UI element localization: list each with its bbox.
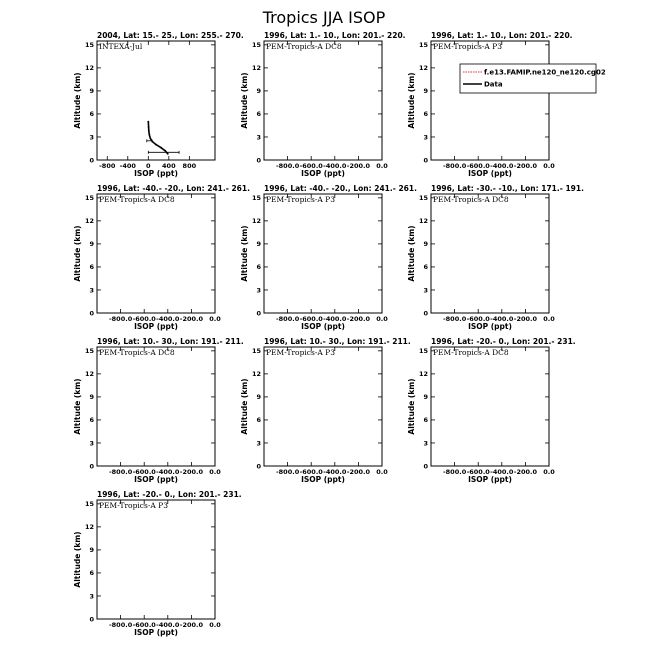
- x-tick-label: -400.0: [323, 162, 347, 170]
- y-tick-label: 0: [256, 156, 261, 165]
- y-tick-label: 0: [89, 156, 94, 165]
- y-tick-label: 12: [418, 217, 428, 226]
- x-tick-label: -600.0: [132, 468, 156, 476]
- y-axis-label: Altitude (km): [73, 225, 82, 282]
- y-axis-label: Altitude (km): [407, 72, 416, 129]
- campaign-label: PEM-Tropics-A DC8: [433, 195, 509, 204]
- y-tick-label: 9: [89, 393, 94, 402]
- x-tick-label: -200.0: [179, 468, 204, 476]
- panel-header: 1996, Lat: 10.- 30., Lon: 191.- 211.: [97, 337, 244, 346]
- panel-header: 1996, Lat: -30.- -10., Lon: 171.- 191.: [431, 184, 584, 193]
- data-point: [147, 121, 149, 123]
- x-tick-label: 0: [146, 162, 151, 170]
- x-tick-label: -800.0: [108, 468, 133, 476]
- y-tick-label: 0: [89, 309, 94, 318]
- y-tick-label: 12: [84, 523, 94, 532]
- x-tick-label: -800.0: [108, 315, 133, 323]
- x-tick-label: 0.0: [209, 315, 221, 323]
- y-tick-label: 3: [89, 592, 94, 601]
- x-axis-label: ISOP (ppt): [301, 322, 345, 331]
- y-tick-label: 9: [256, 240, 261, 249]
- y-tick-label: 6: [256, 416, 261, 425]
- x-tick-label: -200.0: [346, 315, 371, 323]
- x-axis-label: ISOP (ppt): [134, 322, 178, 331]
- y-tick-label: 12: [418, 64, 428, 73]
- y-tick-label: 15: [84, 347, 94, 356]
- y-tick-label: 0: [256, 462, 261, 471]
- y-tick-label: 12: [251, 370, 261, 379]
- y-tick-label: 3: [89, 133, 94, 142]
- y-tick-label: 0: [423, 156, 428, 165]
- panel-header: 1996, Lat: 1.- 10., Lon: 201.- 220.: [264, 31, 406, 40]
- y-tick-label: 6: [423, 263, 428, 272]
- x-tick-label: -600.0: [299, 468, 323, 476]
- x-tick-label: -200.0: [346, 162, 371, 170]
- y-tick-label: 9: [89, 546, 94, 555]
- y-tick-label: 0: [423, 462, 428, 471]
- data-point: [148, 134, 150, 136]
- x-tick-label: -800.0: [442, 315, 467, 323]
- x-tick-label: 0.0: [376, 162, 388, 170]
- y-tick-label: 12: [84, 370, 94, 379]
- x-tick-label: -600.0: [299, 162, 323, 170]
- x-tick-label: -200.0: [346, 468, 371, 476]
- x-tick-label: -400.0: [323, 315, 347, 323]
- legend: [460, 64, 606, 93]
- y-tick-label: 0: [256, 309, 261, 318]
- campaign-label: PEM-Tropics-A P3: [266, 195, 335, 204]
- x-axis-label: ISOP (ppt): [301, 475, 345, 484]
- x-tick-label: 0.0: [543, 162, 555, 170]
- y-tick-label: 9: [423, 393, 428, 402]
- y-tick-label: 12: [418, 370, 428, 379]
- y-axis-label: Altitude (km): [240, 225, 249, 282]
- campaign-label: INTEXA-Jul: [99, 42, 143, 51]
- x-tick-label: -200.0: [513, 468, 538, 476]
- x-tick-label: 0.0: [209, 621, 221, 629]
- y-tick-label: 9: [423, 240, 428, 249]
- x-tick-label: -800.0: [442, 468, 467, 476]
- x-tick-label: -600.0: [132, 315, 156, 323]
- y-tick-label: 6: [89, 263, 94, 272]
- x-axis-label: ISOP (ppt): [468, 475, 512, 484]
- y-tick-label: 0: [423, 309, 428, 318]
- y-tick-label: 3: [89, 286, 94, 295]
- x-tick-label: 0.0: [543, 315, 555, 323]
- y-tick-label: 15: [418, 41, 428, 50]
- y-tick-label: 15: [418, 347, 428, 356]
- x-tick-label: -600.0: [132, 621, 156, 629]
- x-tick-label: -800.0: [275, 468, 300, 476]
- y-tick-label: 6: [89, 569, 94, 578]
- legend-entry: f.e13.FAMIP.ne120_ne120.cg02: [484, 68, 606, 77]
- x-tick-label: -400.0: [156, 621, 180, 629]
- data-point: [167, 153, 169, 155]
- y-tick-label: 12: [251, 64, 261, 73]
- x-tick-label: -600.0: [466, 468, 490, 476]
- panel-header: 1996, Lat: -20.- 0., Lon: 201.- 231.: [97, 490, 242, 499]
- y-tick-label: 12: [251, 217, 261, 226]
- y-tick-label: 9: [89, 240, 94, 249]
- y-tick-label: 15: [251, 194, 261, 203]
- y-tick-label: 6: [89, 110, 94, 119]
- figure-title: Tropics JJA ISOP: [262, 8, 386, 27]
- x-axis-label: ISOP (ppt): [468, 322, 512, 331]
- x-tick-label: 0.0: [209, 468, 221, 476]
- x-tick-label: -400.0: [490, 162, 514, 170]
- panel-header: 1996, Lat: -20.- 0., Lon: 201.- 231.: [431, 337, 576, 346]
- y-tick-label: 3: [423, 439, 428, 448]
- x-tick-label: 0.0: [543, 468, 555, 476]
- x-tick-label: -200.0: [513, 162, 538, 170]
- y-tick-label: 12: [84, 64, 94, 73]
- panel-header: 1996, Lat: -40.- -20., Lon: 241.- 261.: [264, 184, 417, 193]
- x-tick-label: -800.0: [275, 315, 300, 323]
- y-axis-label: Altitude (km): [73, 72, 82, 129]
- x-tick-label: -400.0: [323, 468, 347, 476]
- x-tick-label: -800: [99, 162, 116, 170]
- y-tick-label: 3: [423, 286, 428, 295]
- x-tick-label: -600.0: [466, 315, 490, 323]
- x-tick-label: -200.0: [179, 315, 204, 323]
- y-tick-label: 6: [89, 416, 94, 425]
- data-point: [160, 147, 162, 149]
- y-tick-label: 15: [418, 194, 428, 203]
- campaign-label: PEM-Tropics-A DC8: [433, 348, 509, 357]
- campaign-label: PEM-Tropics-A P3: [266, 348, 335, 357]
- y-axis-label: Altitude (km): [73, 378, 82, 435]
- y-axis-label: Altitude (km): [240, 72, 249, 129]
- y-tick-label: 15: [251, 347, 261, 356]
- x-tick-label: -800.0: [108, 621, 133, 629]
- campaign-label: PEM-Tropics-A DC8: [99, 195, 175, 204]
- y-tick-label: 6: [423, 416, 428, 425]
- y-tick-label: 15: [84, 41, 94, 50]
- data-point: [164, 150, 166, 152]
- y-tick-label: 3: [89, 439, 94, 448]
- x-axis-label: ISOP (ppt): [468, 169, 512, 178]
- x-tick-label: 400: [162, 162, 176, 170]
- y-tick-label: 9: [423, 87, 428, 96]
- data-point: [148, 126, 150, 128]
- x-tick-label: -800.0: [442, 162, 467, 170]
- x-axis-label: ISOP (ppt): [134, 169, 178, 178]
- x-axis-label: ISOP (ppt): [134, 475, 178, 484]
- y-axis-label: Altitude (km): [407, 225, 416, 282]
- y-tick-label: 12: [84, 217, 94, 226]
- x-tick-label: 0.0: [376, 468, 388, 476]
- campaign-label: PEM-Tropics-A P3: [433, 42, 502, 51]
- x-tick-label: -400: [119, 162, 136, 170]
- y-tick-label: 9: [89, 87, 94, 96]
- campaign-label: PEM-Tropics-A P3: [99, 501, 168, 510]
- legend-entry: Data: [484, 80, 503, 89]
- y-tick-label: 0: [89, 462, 94, 471]
- y-tick-label: 9: [256, 393, 261, 402]
- x-tick-label: -200.0: [513, 315, 538, 323]
- x-tick-label: -400.0: [490, 468, 514, 476]
- x-tick-label: 0.0: [376, 315, 388, 323]
- x-axis-label: ISOP (ppt): [301, 169, 345, 178]
- y-tick-label: 3: [256, 439, 261, 448]
- y-axis-label: Altitude (km): [407, 378, 416, 435]
- y-tick-label: 15: [84, 500, 94, 509]
- y-tick-label: 3: [256, 286, 261, 295]
- x-tick-label: -600.0: [299, 315, 323, 323]
- x-tick-label: -600.0: [466, 162, 490, 170]
- data-point: [148, 130, 150, 132]
- y-tick-label: 0: [89, 615, 94, 624]
- x-tick-label: -400.0: [490, 315, 514, 323]
- y-tick-label: 3: [423, 133, 428, 142]
- panel-header: 1996, Lat: -40.- -20., Lon: 241.- 261.: [97, 184, 250, 193]
- x-tick-label: 800: [182, 162, 197, 170]
- x-tick-label: -200.0: [179, 621, 204, 629]
- campaign-label: PEM-Tropics-A DC8: [99, 348, 175, 357]
- x-axis-label: ISOP (ppt): [134, 628, 178, 637]
- x-tick-label: -800.0: [275, 162, 300, 170]
- y-axis-label: Altitude (km): [240, 378, 249, 435]
- y-axis-label: Altitude (km): [73, 531, 82, 588]
- panel-header: 1996, Lat: 1.- 10., Lon: 201.- 220.: [431, 31, 573, 40]
- campaign-label: PEM-Tropics-A DC8: [266, 42, 342, 51]
- panel-header: 2004, Lat: 15.- 25., Lon: 255.- 270.: [97, 31, 244, 40]
- y-tick-label: 15: [251, 41, 261, 50]
- data-point: [155, 144, 157, 146]
- y-tick-label: 6: [423, 110, 428, 119]
- x-tick-label: -400.0: [156, 468, 180, 476]
- x-tick-label: -400.0: [156, 315, 180, 323]
- y-tick-label: 15: [84, 194, 94, 203]
- panel-header: 1996, Lat: 10.- 30., Lon: 191.- 211.: [264, 337, 411, 346]
- y-tick-label: 9: [256, 87, 261, 96]
- y-tick-label: 3: [256, 133, 261, 142]
- y-tick-label: 6: [256, 263, 261, 272]
- y-tick-label: 6: [256, 110, 261, 119]
- data-point: [149, 138, 151, 140]
